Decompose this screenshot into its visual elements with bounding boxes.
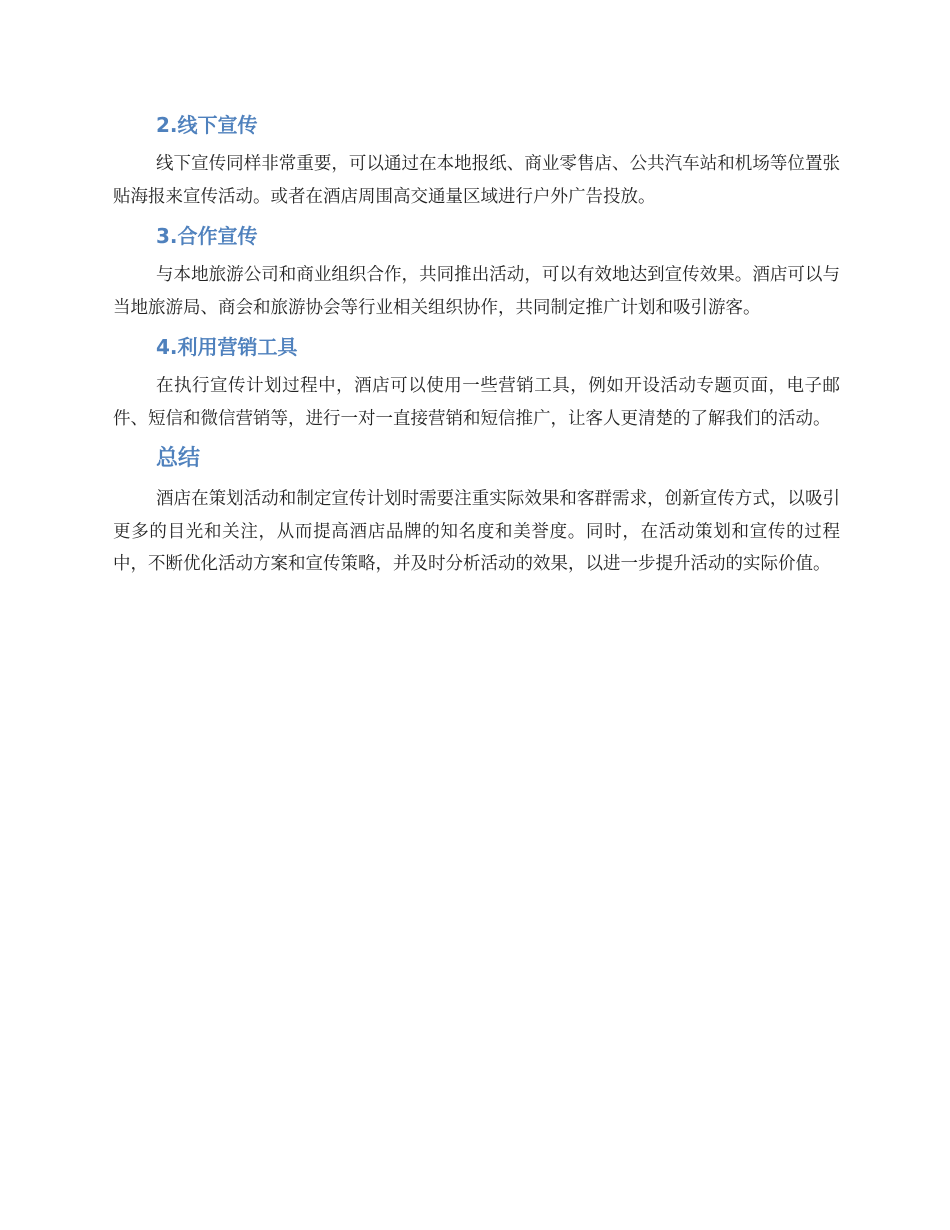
section-heading-marketing-tools: 4.利用营销工具	[156, 335, 298, 359]
summary-heading: 总结	[156, 446, 201, 471]
summary-paragraph: 酒店在策划活动和制定宣传计划时需要注重实际效果和客群需求，创新宣传方式，以吸引更多的目光和关注，从而提高酒店品牌的知名度和美誉度。同时，在活动策划和宣传的过程中，不断优化活动方案和宣传策略，并及时分析活动的效果，以进一步提升活动的实际价值。	[113, 489, 840, 574]
document-content	[113, 108, 840, 581]
section-paragraph-cooperation: 与本地旅游公司和商业组织合作，共同推出活动，可以有效地达到宣传效果。酒店可以与当地旅游局、商会和旅游协会等行业相关组织协作，共同制定推广计划和吸引游客。	[113, 265, 840, 318]
section-heading-offline: 2.线下宣传	[156, 113, 258, 137]
section-heading-cooperation: 3.合作宣传	[156, 224, 258, 248]
section-paragraph-offline: 线下宣传同样非常重要，可以通过在本地报纸、商业零售店、公共汽车站和机场等位置张贴海报来宣传活动。或者在酒店周围高交通量区域进行户外广告投放。	[113, 154, 840, 207]
section-paragraph-marketing-tools: 在执行宣传计划过程中，酒店可以使用一些营销工具，例如开设活动专题页面，电子邮件、短信和微信营销等，进行一对一直接营销和短信推广，让客人更清楚的了解我们的活动。	[113, 376, 840, 429]
